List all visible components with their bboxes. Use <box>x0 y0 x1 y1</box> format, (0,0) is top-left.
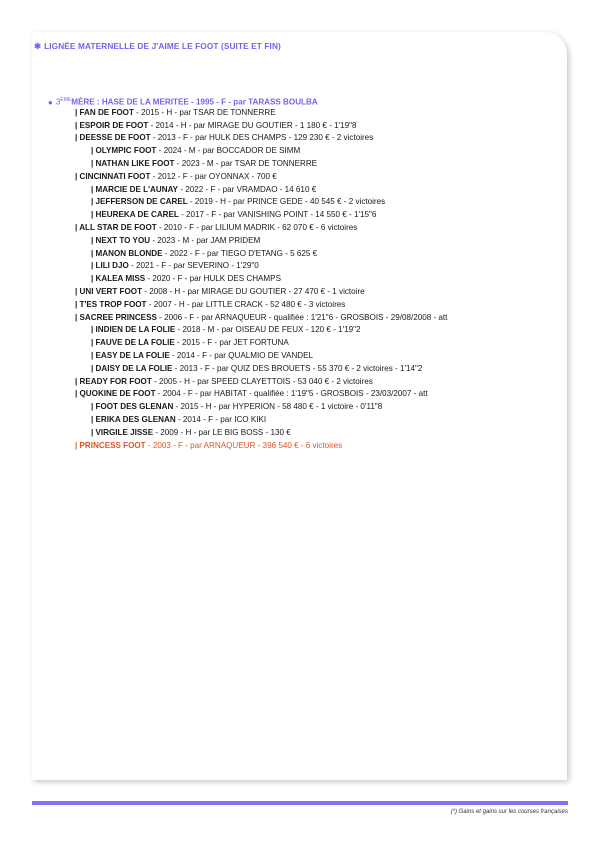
entry-name: | INDIEN DE LA FOLIE <box>91 325 176 335</box>
footer-bar <box>32 801 568 805</box>
entry-name: | OLYMPIC FOOT <box>91 146 157 156</box>
entry-name: | DEESSE DE FOOT <box>75 133 151 143</box>
dam-line <box>48 95 318 108</box>
entry-details: - 2014 - H - par MIRAGE DU GOUTIER - 1 180 € - 1'19"8 <box>148 120 357 130</box>
pedigree-entry <box>91 274 281 284</box>
entry-details: - 2005 - H - par SPEED CLAYETTOIS - 53 040 € - 2 victoires <box>151 376 373 386</box>
entry-name: | HEUREKA DE CAREL <box>91 210 179 220</box>
entry-name: | KALEA MISS <box>91 274 146 284</box>
entry-details: - 2020 - F - par HULK DES CHAMPS <box>145 274 281 284</box>
entry-name: | JEFFERSON DE CAREL <box>91 197 188 207</box>
entry-name: | READY FOR FOOT <box>75 376 152 386</box>
entry-details: - 2010 - F - par LILIUM MADRIK - 62 070 € - 6 victoires <box>156 223 358 232</box>
pedigree-entry <box>91 236 260 246</box>
entry-name: | T'ES TROP FOOT <box>75 299 147 309</box>
entry-name: | ALL STAR DE FOOT <box>75 223 157 232</box>
entry-details: - 2013 - F - par HULK DES CHAMPS - 129 230 € - 2 victoires <box>150 133 374 143</box>
pedigree-entry <box>75 313 447 323</box>
entry-details: - 2014 - F - par QUALMIO DE VANDEL <box>169 351 314 360</box>
entry-details: - 2013 - F - par QUIZ DES BROUETS - 55 370 € - 2 victoires - 1'14"2 <box>172 363 423 373</box>
entry-details: - 2024 - M - par BOCCADOR DE SIMM <box>156 146 301 156</box>
entry-name: | FAUVE DE LA FOLIE <box>91 338 175 348</box>
entry-name: | MANON BLONDE <box>91 248 163 258</box>
entry-details: - 2023 - M - par JAM PRIDEM <box>150 235 261 245</box>
entry-name: | VIRGILE JISSE <box>91 427 154 437</box>
entry-details: - 2012 - F - par OYONNAX - 700 € <box>150 171 277 181</box>
entry-name: | DAISY DE LA FOLIE <box>91 363 173 373</box>
pedigree-entry <box>75 389 428 399</box>
pedigree-entry <box>91 197 385 207</box>
entry-details: - 2015 - F - par JET FORTUNA <box>174 338 289 348</box>
entry-name: | LILI DJO <box>91 261 129 271</box>
pedigree-entry <box>91 402 382 412</box>
entry-name: | MARCIE DE L'AUNAY <box>91 184 179 194</box>
pedigree-entry <box>91 364 422 374</box>
entry-details: - 2007 - H - par LITTLE CRACK - 52 480 € - 3 victoires <box>146 299 346 309</box>
entry-name: | FAN DE FOOT <box>75 107 134 117</box>
entry-details: - 2015 - H - par HYPERION - 58 480 € - 1 victoire - 0'11"8 <box>173 402 383 412</box>
pedigree-entry <box>91 428 291 438</box>
pedigree-entry <box>91 325 361 335</box>
entry-name: | ESPOIR DE FOOT <box>75 120 149 130</box>
footnote: (*) Gains et gains sur les courses françaises <box>450 809 568 815</box>
dam-label: MÈRE : HASE DE LA MERITEE - 1995 - F - par TARASS BOULBA <box>71 97 318 107</box>
entry-name: | ERIKA DES GLENAN <box>91 415 176 424</box>
pedigree-entry <box>75 172 277 182</box>
pedigree-entry <box>91 338 289 348</box>
entry-details: - 2017 - F - par VANISHING POINT - 14 550 € - 1'15"6 <box>178 210 377 220</box>
entry-name: | CINCINNATI FOOT <box>75 171 151 181</box>
entry-details: - 2004 - F - par HABITAT - qualifiée : 1'19"5 - GROSBOIS - 23/03/2007 - att <box>155 389 428 399</box>
entry-details: - 2014 - F - par ICO KIKI <box>175 415 267 424</box>
pedigree-entry <box>91 210 376 220</box>
section-title-text: LIGNÉE MATERNELLE DE J'AIME LE FOOT (SUITE ET FIN) <box>44 41 281 51</box>
highlighted-entry <box>75 441 342 451</box>
pedigree-entry <box>91 415 266 425</box>
entry-name: | UNI VERT FOOT <box>75 287 143 296</box>
entry-details: - 2022 - F - par TIEGO D'ETANG - 5 625 € <box>162 248 318 258</box>
pedigree-entry <box>91 351 313 361</box>
pedigree-entry <box>91 249 317 259</box>
pedigree-entry <box>75 287 365 297</box>
pedigree-entry <box>75 223 357 233</box>
pedigree-entry <box>91 146 300 156</box>
pedigree-entry <box>75 377 373 387</box>
entry-details: - 2021 - F - par SEVERINO - 1'29"0 <box>128 261 259 271</box>
entry-details: - 2015 - H - par TSAR DE TONNERRE <box>133 107 276 117</box>
entry-details: - 2018 - M - par OISEAU DE FEUX - 120 € - 1'19"2 <box>175 325 361 335</box>
dam-ordinal-suffix: ÈME <box>60 97 72 103</box>
entry-name: | NEXT TO YOU <box>91 235 151 245</box>
pedigree-entry <box>75 133 373 143</box>
pedigree-entry <box>75 108 276 118</box>
bullet-icon: ● <box>48 97 53 107</box>
pedigree-entry <box>75 121 357 131</box>
pedigree-entry <box>91 159 317 169</box>
entry-name: | SACREE PRINCESS <box>75 312 157 322</box>
star-icon: ✱ <box>34 41 42 51</box>
entry-details: - 2022 - F - par VRAMDAO - 14 610 € <box>178 184 317 194</box>
entry-name: | QUOKINE DE FOOT <box>75 389 156 399</box>
pedigree-entry <box>91 261 259 271</box>
section-title <box>34 41 281 51</box>
entry-details: - 2003 - F - par ARNAQUEUR - 396 540 € - 6 victoires <box>145 440 343 450</box>
entry-details: - 2009 - H - par LE BIG BOSS - 130 € <box>153 427 291 437</box>
entry-details: - 2023 - M - par TSAR DE TONNERRE <box>174 159 318 168</box>
pedigree-entry <box>91 185 316 195</box>
entry-details: - 2006 - F - par ARNAQUEUR - qualifiée : 1'21"6 - GROSBOIS - 29/08/2008 - att <box>156 312 448 322</box>
entry-details: - 2008 - H - par MIRAGE DU GOUTIER - 27 470 € - 1 victoire <box>142 287 365 296</box>
pedigree-entry <box>75 300 345 310</box>
entry-name: | EASY DE LA FOLIE <box>91 351 170 360</box>
entry-name: | PRINCESS FOOT <box>75 440 146 450</box>
entry-details: - 2019 - H - par PRINCE GEDE - 40 545 € - 2 victoires <box>187 197 386 207</box>
entry-name: | FOOT DES GLENAN <box>91 402 174 412</box>
entry-name: | NATHAN LIKE FOOT <box>91 159 175 168</box>
dam-ordinal: 3 <box>55 97 61 107</box>
